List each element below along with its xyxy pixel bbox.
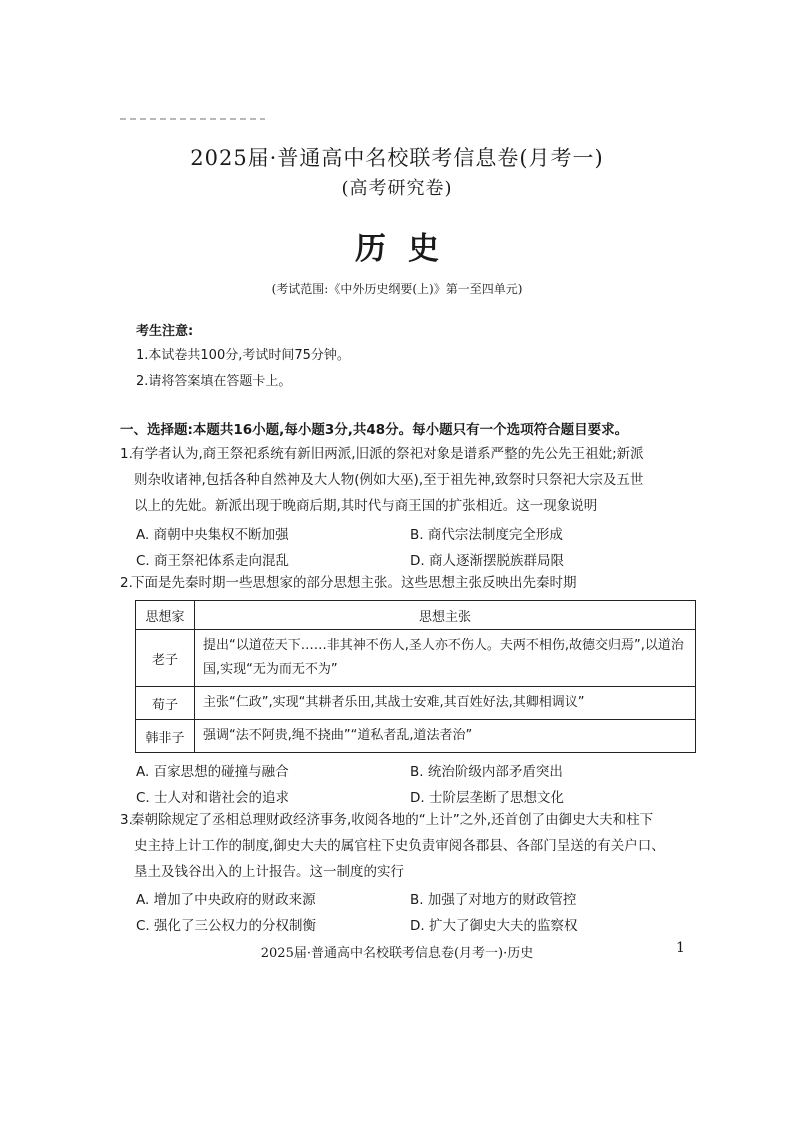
question-1-option-b: B. 商代宗法制度完全形成 <box>410 527 563 543</box>
question-3-option-d: D. 扩大了御史大夫的监察权 <box>410 918 578 934</box>
thinker-idea: 主张“仁政”,实现“其耕者乐田,其战士安难,其百姓好法,其卿相调议” <box>195 687 696 720</box>
question-line: 秦朝除规定了丞相总理财政经济事务,收阅各地的“上计”之外,还首创了由御史大夫和柱下 <box>131 812 654 828</box>
question-line: 史主持上计工作的制度,御史大夫的属官柱下史负责审阅各郡县、各部门呈送的有关户口、 <box>134 838 665 854</box>
question-3-option-c: C. 强化了三公权力的分权制衡 <box>136 918 317 934</box>
table-row <box>136 687 696 720</box>
thinker-idea: 强调“法不阿贵,绳不挠曲”“道私者乱,道法者治” <box>195 720 696 753</box>
scan-artifact-line <box>120 118 265 120</box>
question-line: 则杂收诸神,包括各种自然神及大人物(例如大巫),至于祖先神,致祭时只祭祀大宗及五世 <box>134 472 644 488</box>
notice-item-1: 1.本试卷共100分,考试时间75分钟。 <box>136 348 350 363</box>
exam-scope: (考试范围:《中外历史纲要(上)》第一至四单元) <box>271 282 523 296</box>
question-2-option-a: A. 百家思想的碰撞与融合 <box>136 764 289 780</box>
question-3-stem <box>120 807 700 885</box>
question-1-option-d: D. 商人逐渐摆脱族群局限 <box>410 553 564 569</box>
exam-title: 2025届·普通高中名校联考信息卷(月考一) <box>190 146 604 170</box>
page-footer: 2025届·普通高中名校联考信息卷(月考一)·历史 <box>260 946 534 961</box>
question-2-option-c: C. 士人对和谐社会的追求 <box>136 790 290 806</box>
table-header-cell: 思想主张 <box>195 601 696 630</box>
thinkers-table <box>135 600 696 753</box>
question-line: 有学者认为,商王祭祀系统有新旧两派,旧派的祭祀对象是谱系严整的先公先王祖妣;新派 <box>131 446 644 462</box>
thinker-name: 荀子 <box>136 687 195 720</box>
question-line: 垦土及钱谷出入的上计报告。这一制度的实行 <box>134 864 404 880</box>
question-2-stem <box>120 570 700 596</box>
question-1-option-a: A. 商朝中央集权不断加强 <box>136 527 289 543</box>
question-line: 下面是先秦时期一些思想家的部分思想主张。这些思想主张反映出先秦时期 <box>131 575 577 591</box>
notice-title: 考生注意: <box>136 324 194 339</box>
question-1-stem <box>120 441 700 519</box>
thinker-name: 韩非子 <box>136 720 195 753</box>
question-3-option-b: B. 加强了对地方的财政管控 <box>410 892 577 908</box>
section-title: 一、选择题:本题共16小题,每小题3分,共48分。每小题只有一个选项符合题目要求。 <box>120 422 629 438</box>
exam-subtitle: (高考研究卷) <box>341 178 453 199</box>
question-1-option-c: C. 商王祭祀体系走向混乱 <box>136 553 290 569</box>
table-header-row <box>136 601 696 630</box>
question-2-option-b: B. 统治阶级内部矛盾突出 <box>410 764 563 780</box>
table-row <box>136 720 696 753</box>
thinker-name: 老子 <box>136 630 195 687</box>
subject-title: 历史 <box>355 231 461 267</box>
question-line: 以上的先妣。新派出现于晚商后期,其时代与商王国的扩张相近。这一现象说明 <box>134 498 598 514</box>
table-row <box>136 630 696 687</box>
table-header-cell: 思想家 <box>136 601 195 630</box>
question-2-option-d: D. 士阶层垄断了思想文化 <box>410 790 564 806</box>
question-number: 1. <box>120 446 133 462</box>
question-number: 3. <box>120 812 133 828</box>
question-number: 2. <box>120 575 133 591</box>
notice-item-2: 2.请将答案填在答题卡上。 <box>136 374 292 389</box>
thinker-idea: 提出“以道莅天下……非其神不伤人,圣人亦不伤人。夫两不相伤,故德交归焉”,以道治国,实现“无为而无不为” <box>195 630 696 687</box>
question-3-option-a: A. 增加了中央政府的财政来源 <box>136 892 316 908</box>
page-number: 1 <box>676 940 685 956</box>
